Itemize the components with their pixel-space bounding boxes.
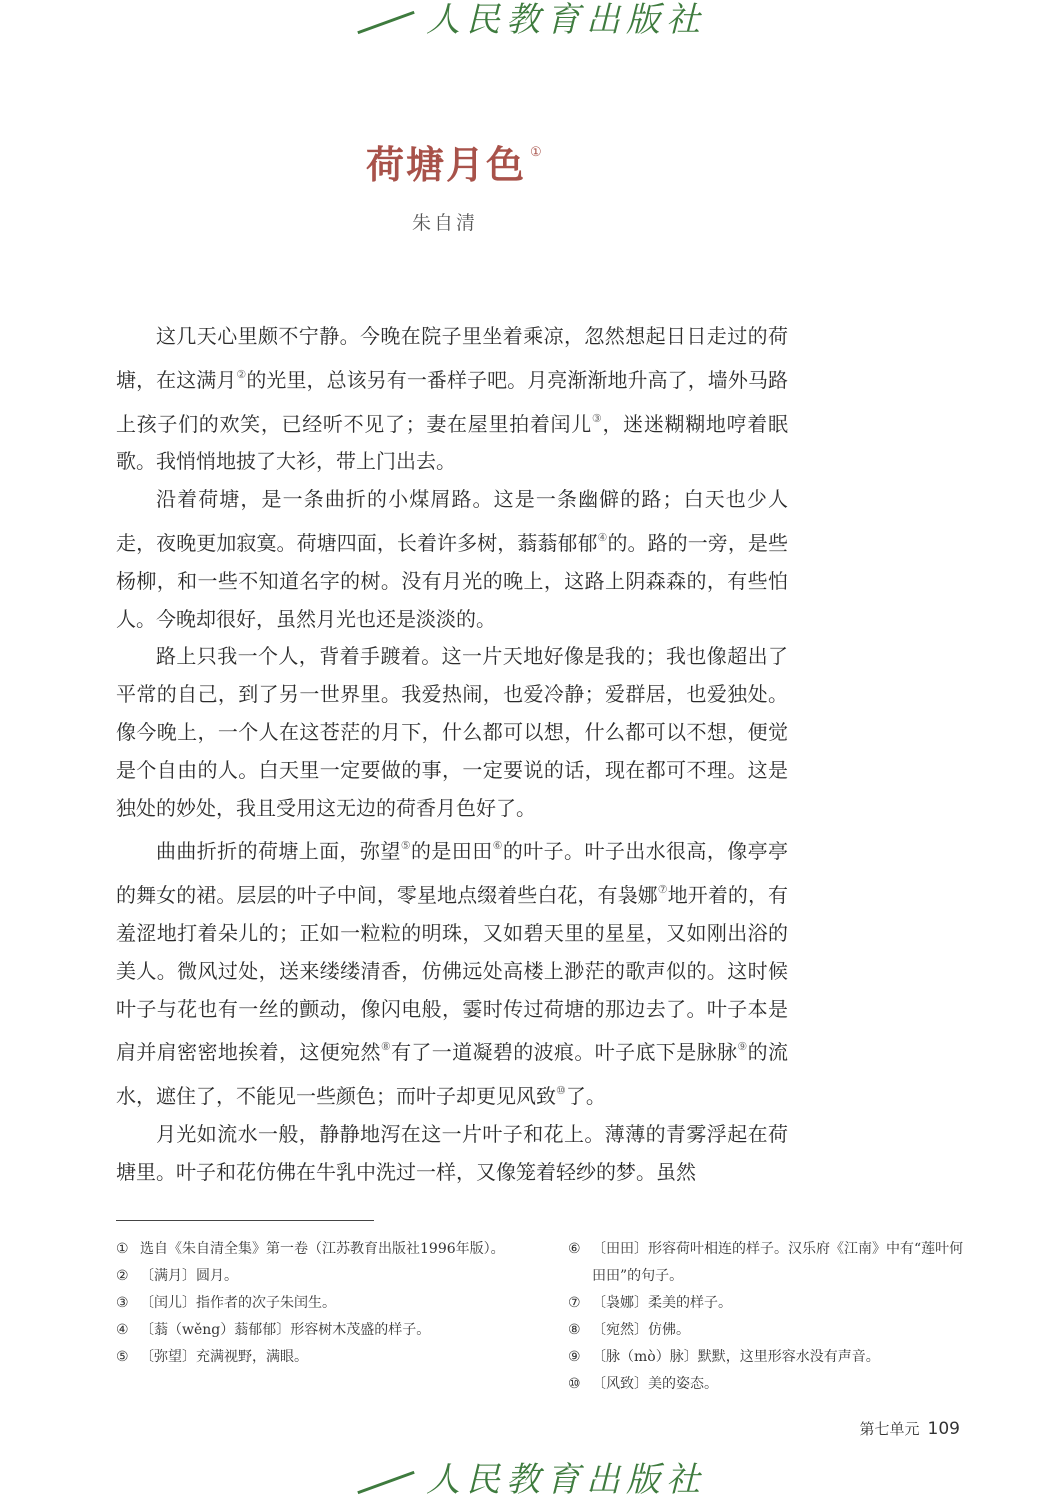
footnote-ref: ③: [591, 411, 603, 425]
page-footer: [860, 1418, 960, 1439]
footnote-item: [568, 1290, 968, 1317]
unit-label: 第七单元: [859, 1420, 920, 1438]
footnote-text: 〔满月〕圆月。: [140, 1268, 238, 1284]
footnotes-left-column: [116, 1236, 516, 1371]
footnote-number: ⑥: [568, 1241, 581, 1257]
title-footnote-ref: ①: [530, 145, 544, 160]
footnote-text: 〔田田〕形容荷叶相连的样子。汉乐府《江南》中有“莲叶何田田”的句子。: [592, 1241, 964, 1284]
paragraph-text: 的是田田: [411, 839, 493, 864]
body-paragraph: [116, 1116, 788, 1192]
publisher-logo-text: 人民教育出版社: [426, 0, 706, 40]
footnote-text: 〔闰儿〕指作者的次子朱闰生。: [140, 1295, 336, 1311]
footnote-ref: ⑤: [400, 839, 412, 853]
paragraph-text: 的光里，总该另有一番样子吧。月亮渐渐地升高了，墙外马路上孩子们的欢笑，已经听不见了；妻在屋里拍着闰儿: [116, 367, 789, 436]
paragraph-text: 的流水，遮住了，不能见一些颜色；而叶子却更见风致: [116, 1040, 788, 1109]
author-name: 朱自清: [412, 212, 479, 234]
footnote-ref: ⑨: [737, 1040, 748, 1054]
paragraph-text: 的。路的一旁，是些杨柳，和一些不知道名字的树。没有月光的晚上，这路上阴森森的，有些怕人。今晚却很好，虽然月光也还是淡淡的。: [116, 530, 788, 631]
footnote-divider: [116, 1220, 374, 1221]
footnote-item: [568, 1236, 968, 1290]
footnote-ref: ⑥: [492, 839, 503, 853]
footnote-item: [116, 1344, 516, 1371]
footnote-number: ①: [116, 1241, 129, 1257]
footnote-text: 〔蓊（wěng）蓊郁郁〕形容树木茂盛的样子。: [140, 1322, 431, 1338]
footnote-text: 〔风致〕美的姿态。: [592, 1376, 718, 1392]
footnote-number: ⑧: [568, 1322, 581, 1338]
footnote-number: ④: [116, 1322, 129, 1338]
paragraph-text: 这几天心里颇不宁静。今晚在院子里坐着乘凉，忽然想起日日走过的荷塘，在这满月: [116, 324, 788, 392]
paragraph-text: 地开着的，有羞涩地打着朵儿的；正如一粒粒的明珠，又如碧天里的星星，又如刚出浴的美人。微风过处，送来缕缕清香，仿佛远处高楼上渺茫的歌声似的。这时候叶子与花也有一丝的颤动，像闪电般，霎时传过荷塘的那边去了。叶子本是肩并肩密密地挨着，这便宛然: [116, 883, 789, 1065]
body-paragraph: [116, 638, 788, 827]
logo-stroke: [357, 1470, 414, 1493]
footnote-item: [568, 1344, 968, 1371]
footnotes-right-column: [568, 1236, 968, 1398]
paragraph-text: ，迷迷糊糊地哼着眠歌。我悄悄地披了大衫，带上门出去。: [116, 411, 788, 474]
article-body: [116, 318, 788, 1192]
footnote-ref: ⑧: [380, 1040, 392, 1054]
body-paragraph: [116, 827, 788, 1116]
publisher-logo-bottom: [0, 1460, 1062, 1500]
footnote-item: [116, 1317, 516, 1344]
footnote-text: 〔宛然〕仿佛。: [592, 1322, 690, 1338]
footnote-ref: ④: [597, 530, 608, 544]
article-title: [366, 128, 544, 190]
footnote-ref: ⑦: [657, 883, 668, 897]
footnote-item: [116, 1290, 516, 1317]
footnote-ref: ②: [236, 367, 247, 381]
footnote-text: 〔袅娜〕柔美的样子。: [592, 1295, 732, 1311]
body-paragraph: [116, 318, 788, 481]
footnote-text: 〔弥望〕充满视野，满眼。: [140, 1349, 308, 1365]
paragraph-text: 路上只我一个人，背着手踱着。这一片天地好像是我的；我也像超出了平常的自己，到了另一世界里。我爱热闹，也爱冷静；爱群居，也爱独处。像今晚上，一个人在这苍茫的月下，什么都可以想，什么都可以不想，便觉是个自由的人。白天里一定要做的事，一定要说的话，现在都可不理。这是独处的妙处，我且受用这无边的荷香月色好了。: [116, 644, 788, 820]
paragraph-text: 曲曲折折的荷塘上面，弥望: [156, 839, 401, 864]
footnote-item: [568, 1317, 968, 1344]
publisher-logo-top: [0, 0, 1062, 40]
paragraph-text: 的叶子。叶子出水很高，像亭亭的舞女的裙。层层的叶子中间，零星地点缀着些白花，有袅娜: [116, 839, 789, 908]
footnote-ref: ⑩: [556, 1084, 566, 1098]
footnote-number: ②: [116, 1268, 129, 1284]
footnote-number: ⑤: [116, 1349, 129, 1365]
footnote-number: ③: [116, 1295, 129, 1311]
footnote-item: [568, 1371, 968, 1398]
publisher-logo-text: 人民教育出版社: [426, 1460, 706, 1500]
body-paragraph: [116, 481, 788, 638]
footnote-number: ⑩: [568, 1376, 581, 1392]
footnote-text: 选自《朱自清全集》第一卷（江苏教育出版社1996年版）。: [140, 1241, 505, 1257]
paragraph-text: 了。: [565, 1084, 606, 1109]
footnote-number: ⑦: [568, 1295, 581, 1311]
paragraph-text: 有了一道凝碧的波痕。叶子底下是脉脉: [391, 1040, 738, 1065]
footnote-number: ⑨: [568, 1349, 581, 1365]
logo-stroke: [357, 10, 414, 33]
paragraph-text: 月光如流水一般，静静地泻在这一片叶子和花上。薄薄的青雾浮起在荷塘里。叶子和花仿佛在牛乳中洗过一样，又像笼着轻纱的梦。虽然: [116, 1121, 788, 1184]
page-number: 109: [927, 1419, 960, 1439]
footnote-item: [116, 1263, 516, 1290]
paragraph-text: 沿着荷塘，是一条曲折的小煤屑路。这是一条幽僻的路；白天也少人走，夜晚更加寂寞。荷塘四面，长着许多树，蓊蓊郁郁: [116, 487, 788, 555]
footnote-text: 〔脉（mò）脉〕默默，这里形容水没有声音。: [592, 1349, 880, 1365]
footnote-item: [116, 1236, 516, 1263]
article-title-text: 荷塘月色: [366, 142, 527, 187]
